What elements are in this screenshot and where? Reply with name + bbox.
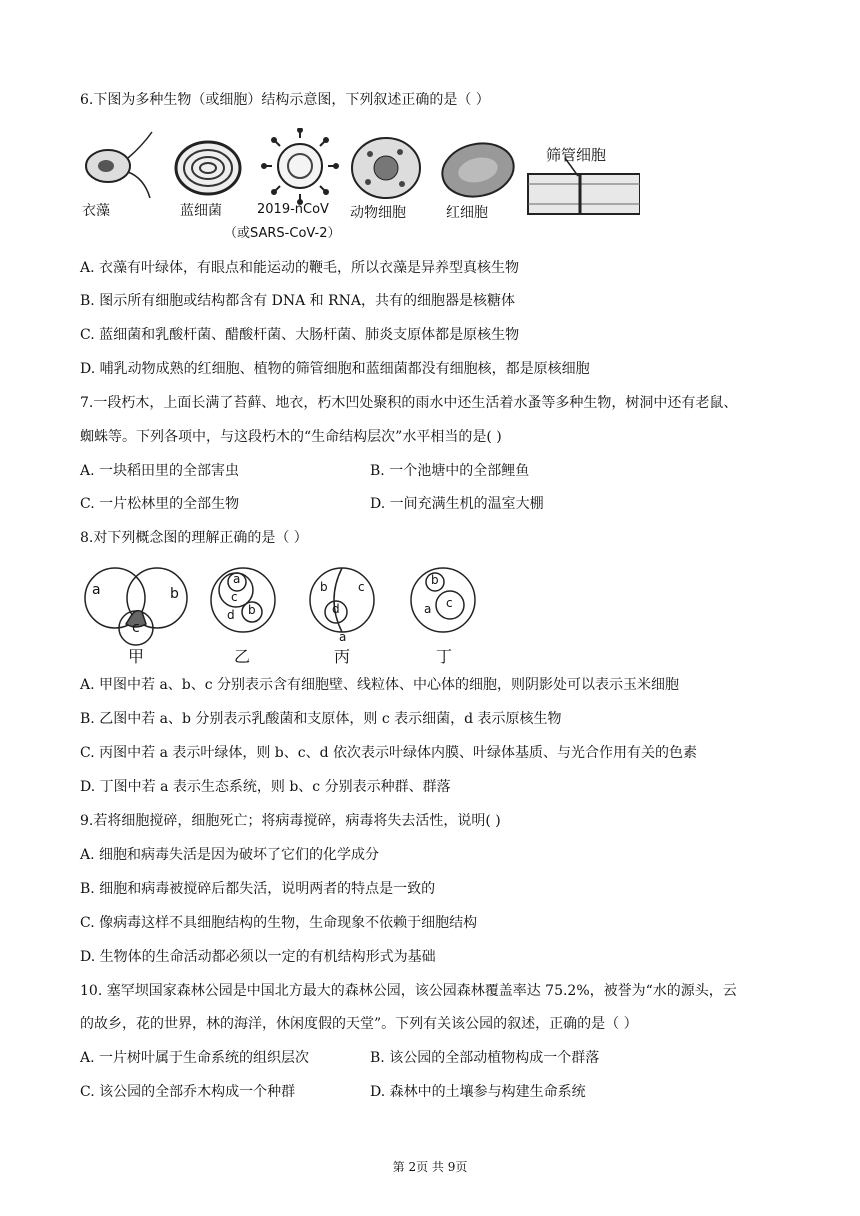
q6-option-c: C. 蓝细菌和乳酸杆菌、醋酸杆菌、大肠杆菌、肺炎支原体都是原核生物 <box>80 327 520 343</box>
q8-option-c: C. 丙图中若 a 表示叶绿体，则 b、c、d 依次表示叶绿体内膜、叶绿体基质、与光合作用有关的色素 <box>80 745 698 761</box>
bing-label-c: c <box>358 580 365 594</box>
q6-figure <box>80 128 640 248</box>
yi-label-b: b <box>248 603 256 617</box>
label-sieve-tube: 筛管细胞 <box>546 146 607 164</box>
yi-label-c: c <box>231 590 238 604</box>
label-virus-alt: （或SARS-CoV-2） <box>224 226 341 241</box>
bing-label-b: b <box>320 580 328 594</box>
q7-stem-line2: 蜘蛛等。下列各项中，与这段朽木的“生命结构层次”水平相当的是( ) <box>80 429 502 445</box>
animal-cell-image <box>352 138 420 198</box>
sieve-tube-image <box>528 158 640 214</box>
q8-option-a: A. 甲图中若 a、b、c 分别表示含有细胞壁、线粒体、中心体的细胞，则阴影处可以表示玉米细胞 <box>80 677 680 693</box>
diagram-bing <box>310 568 374 632</box>
q8-stem: 8.对下列概念图的理解正确的是（ ） <box>80 530 308 546</box>
q10-option-c: C. 该公园的全部乔木构成一个种群 <box>80 1084 296 1100</box>
q10-stem-line1: 10. 塞罕坝国家森林公园是中国北方最大的森林公园，该公园森林覆盖率达 75.2%，被誉为“水的源头，云 <box>80 983 737 999</box>
q8-option-b: B. 乙图中若 a、b 分别表示乳酸菌和支原体，则 c 表示细菌，d 表示原核生物 <box>80 711 562 727</box>
q6-option-d: D. 哺乳动物成熟的红细胞、植物的筛管细胞和蓝细菌都没有细胞核，都是原核细胞 <box>80 361 590 377</box>
label-cyanobacteria: 蓝细菌 <box>180 203 222 219</box>
q9-stem: 9.若将细胞搅碎，细胞死亡；将病毒搅碎，病毒将失去活性，说明( ) <box>80 813 501 829</box>
q7-option-b: B. 一个池塘中的全部鲤鱼 <box>370 463 530 479</box>
q9-option-c: C. 像病毒这样不具细胞结构的生物，生命现象不依赖于细胞结构 <box>80 915 478 931</box>
diagram-yi <box>211 568 275 632</box>
q10-option-a: A. 一片树叶属于生命系统的组织层次 <box>80 1050 310 1066</box>
bing-label-d: d <box>332 602 340 616</box>
label-animal-cell: 动物细胞 <box>350 205 406 221</box>
q10-option-b: B. 该公园的全部动植物构成一个群落 <box>370 1050 600 1066</box>
jia-label-c: c <box>132 620 140 636</box>
diagram-title-bing: 丙 <box>334 647 351 666</box>
q10-option-d: D. 森林中的土壤参与构建生命系统 <box>370 1084 586 1100</box>
q6-option-b: B. 图示所有细胞或结构都含有 DNA 和 RNA，共有的细胞器是核糖体 <box>80 293 516 309</box>
bing-label-a: a <box>339 630 347 644</box>
q7-option-c: C. 一片松林里的全部生物 <box>80 496 240 512</box>
q9-option-d: D. 生物体的生命活动都必须以一定的有机结构形式为基础 <box>80 949 436 965</box>
q9-option-b: B. 细胞和病毒被搅碎后都失活，说明两者的特点是一致的 <box>80 881 436 897</box>
yi-label-d: d <box>227 608 235 622</box>
jia-label-a: a <box>92 582 101 598</box>
q7-option-d: D. 一间充满生机的温室大棚 <box>370 496 544 512</box>
ding-label-c: c <box>446 596 453 610</box>
q8-figure <box>80 560 500 670</box>
label-red-blood-cell: 红细胞 <box>446 205 488 221</box>
q6-option-a: A. 衣藻有叶绿体，有眼点和能运动的鞭毛，所以衣藻是异养型真核生物 <box>80 260 520 276</box>
q10-stem-line2: 的故乡，花的世界，林的海洋，休闲度假的天堂”。下列有关该公园的叙述，正确的是（ ） <box>80 1016 638 1032</box>
ding-label-a: a <box>424 602 432 616</box>
cyanobacteria-image <box>176 142 240 194</box>
q7-option-a: A. 一块稻田里的全部害虫 <box>80 463 240 479</box>
red-blood-cell-image <box>437 137 518 203</box>
label-chlamydomonas: 衣藻 <box>82 203 110 219</box>
page-footer: 第 2页 共 9页 <box>392 1160 468 1174</box>
diagram-title-ding: 丁 <box>436 647 453 666</box>
diagram-title-jia: 甲 <box>128 647 145 666</box>
ding-label-b: b <box>431 573 439 587</box>
diagram-title-yi: 乙 <box>234 647 251 666</box>
label-virus: 2019-nCoV <box>257 202 329 217</box>
virus-image <box>261 128 339 205</box>
yi-label-a: a <box>233 572 241 586</box>
q6-stem: 6.下图为多种生物（或细胞）结构示意图，下列叙述正确的是（ ） <box>80 92 490 108</box>
q8-option-d: D. 丁图中若 a 表示生态系统，则 b、c 分别表示种群、群落 <box>80 779 451 795</box>
chlamydomonas-image <box>86 132 152 198</box>
q9-option-a: A. 细胞和病毒失活是因为破坏了它们的化学成分 <box>80 847 380 863</box>
diagram-ding <box>411 568 475 632</box>
jia-label-b: b <box>170 586 179 602</box>
q7-stem-line1: 7.一段朽木，上面长满了苔藓、地衣，朽木凹处聚积的雨水中还生活着水蚤等多种生物，树洞中还有老鼠、 <box>80 395 738 411</box>
